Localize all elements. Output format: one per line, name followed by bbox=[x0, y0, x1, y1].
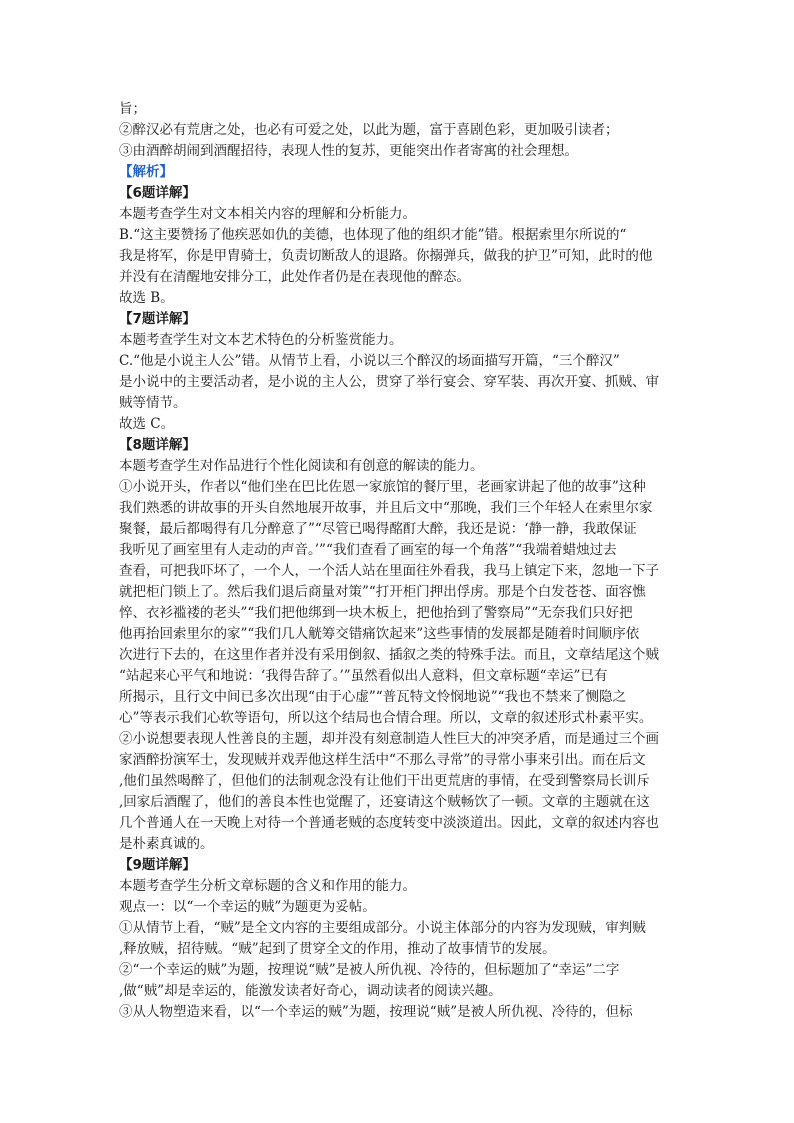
text-line: B.“这主要赞扬了他疾恶如仇的美德，也体现了他的组织才能”错。根据索里尔所说的“ bbox=[119, 227, 627, 243]
q9-heading: 【9题详解】 bbox=[119, 857, 196, 873]
text-line: 几个普通人在一天晚上对待一个普通老贼的态度转变中淡淡道出。因此，文章的叙述内容也 bbox=[119, 815, 659, 831]
q7-answer: 故选 C。 bbox=[119, 416, 175, 432]
text-line: ②小说想要表现人性善良的主题，却并没有刻意制造人性巨大的冲突矛盾，而是通过三个画 bbox=[119, 731, 659, 747]
text-line: 家酒醉扮演军士，发现贼并戏弄他这样生活中“不那么寻常”的寻常小事来引出。而在后文 bbox=[119, 752, 646, 768]
text-line: 聚餐，最后都喝得有几分醉意了”“尽管已喝得酩酊大醉，我还是说：‘静一静，我敢保证 bbox=[119, 521, 637, 537]
text-line: 本题考查学生分析文章标题的含义和作用的能力。 bbox=[119, 878, 416, 894]
text-line: ①小说开头，作者以“他们坐在巴比佐恩一家旅馆的餐厅里，老画家讲起了他的故事”这种 bbox=[119, 479, 646, 495]
text-line: 心”等表示我们心软等语句，所以这个结局也合情合理。所以，文章的叙述形式朴素平实。 bbox=[119, 710, 653, 726]
text-line: 本题考查学生对文本相关内容的理解和分析能力。 bbox=[119, 206, 416, 222]
text-line: 次进行下去的，在这里作者并没有采用倒叙、插叙之类的特殊手法。而且，文章结尾这个贼 bbox=[119, 647, 659, 663]
text-line: ①从情节上看，“贼”是全文内容的主要组成部分。小说主体部分的内容为发现贼，审判贼 bbox=[119, 920, 646, 936]
text-line: 是朴素真诚的。 bbox=[119, 836, 214, 852]
text-line: ,他们虽然喝醉了，但他们的法制观念没有让他们干出更荒唐的事情，在受到警察局长训斥 bbox=[119, 773, 650, 789]
text-line: 所揭示，且行文中间已多次出现“由于心虚”“普瓦特文怜悯地说”“我也不禁来了恻隐之 bbox=[119, 689, 627, 705]
text-line: 查看，可把我吓坏了，一个人，一个活人站在里面往外看我，我马上镇定下来，忽地一下子 bbox=[119, 563, 659, 579]
text-line: 悴、衣衫褴褛的老头”“我们把他绑到一块木板上，把他抬到了警察局”“无奈我们只好把 bbox=[119, 605, 633, 621]
text-line: 就把柜门锁上了。然后我们退后商量对策”“打开柜门押出俘虏。那是个白发苍苍、面容憔 bbox=[119, 584, 646, 600]
text-line: 我们熟悉的讲故事的开头自然地展开故事，并且后文中“那晚，我们三个年轻人在索里尔家 bbox=[119, 500, 653, 516]
text-line: 观点一：以“一个幸运的贼”为题更为妥帖。 bbox=[119, 899, 376, 915]
q7-heading: 【7题详解】 bbox=[119, 311, 196, 327]
text-line: ②“一个幸运的贼”为题，按理说“贼”是被人所仇视、冷待的，但标题加了“幸运”二字 bbox=[119, 962, 620, 978]
text-line: 他再抬回索里尔的家”“我们几人觥筹交错痛饮起来”这些事情的发展都是随着时间顺序依 bbox=[119, 626, 640, 642]
text-line: ,回家后酒醒了，他们的善良本性也觉醒了，还宴请这个贼畅饮了一顿。文章的主题就在这 bbox=[119, 794, 650, 810]
q8-heading: 【8题详解】 bbox=[119, 437, 196, 453]
analysis-heading: 【解析】 bbox=[119, 164, 173, 180]
text-line: 我是将军，你是甲胄骑士，负责切断敌人的退路。你搦弹兵，做我的护卫”可知，此时的他 bbox=[119, 248, 653, 264]
q6-heading: 【6题详解】 bbox=[119, 185, 196, 201]
text-line: 我听见了画室里有人走动的声音。’”“我们查看了画室的每一个角落”“我端着蜡烛过去 bbox=[119, 542, 617, 558]
text-line: 旨； bbox=[119, 101, 146, 117]
document-page bbox=[119, 99, 679, 1023]
answer-point-2: ②醉汉必有荒唐之处，也必有可爱之处，以此为题，富于喜剧色彩，更加吸引读者； bbox=[119, 122, 619, 138]
text-line: ③从人物塑造来看，以“一个幸运的贼”为题，按理说“贼”是被人所仇视、冷待的，但标 bbox=[119, 1004, 633, 1020]
text-line: 贼等情节。 bbox=[119, 395, 187, 411]
text-line: C.“他是小说主人公”错。从情节上看，小说以三个醉汉的场面描写开篇，“三个醉汉” bbox=[119, 353, 620, 369]
text-line: ,释放贼，招待贼。“贼”起到了贯穿全文的作用，推动了故事情节的发展。 bbox=[119, 941, 556, 957]
text-line: 本题考查学生对文本艺术特色的分析鉴赏能力。 bbox=[119, 332, 403, 348]
q6-answer: 故选 B。 bbox=[119, 290, 174, 306]
answer-point-3: ③由酒醉胡闹到酒醒招待，表现人性的复苏，更能突出作者寄寓的社会理想。 bbox=[119, 143, 578, 159]
text-line: 是小说中的主要活动者，是小说的主人公，贯穿了举行宴会、穿军装、再次开宴、抓贼、审 bbox=[119, 374, 659, 390]
text-line: 并没有在清醒地安排分工，此处作者仍是在表现他的醉态。 bbox=[119, 269, 470, 285]
text-line: 本题考查学生对作品进行个性化阅读和有创意的解读的能力。 bbox=[119, 458, 484, 474]
text-line: ,做“贼”却是幸运的，能激发读者好奇心，调动读者的阅读兴趣。 bbox=[119, 983, 502, 999]
text-line: “站起来心平气和地说：‘我得告辞了。’”虽然看似出人意料，但文章标题“幸运”已有 bbox=[119, 668, 608, 684]
